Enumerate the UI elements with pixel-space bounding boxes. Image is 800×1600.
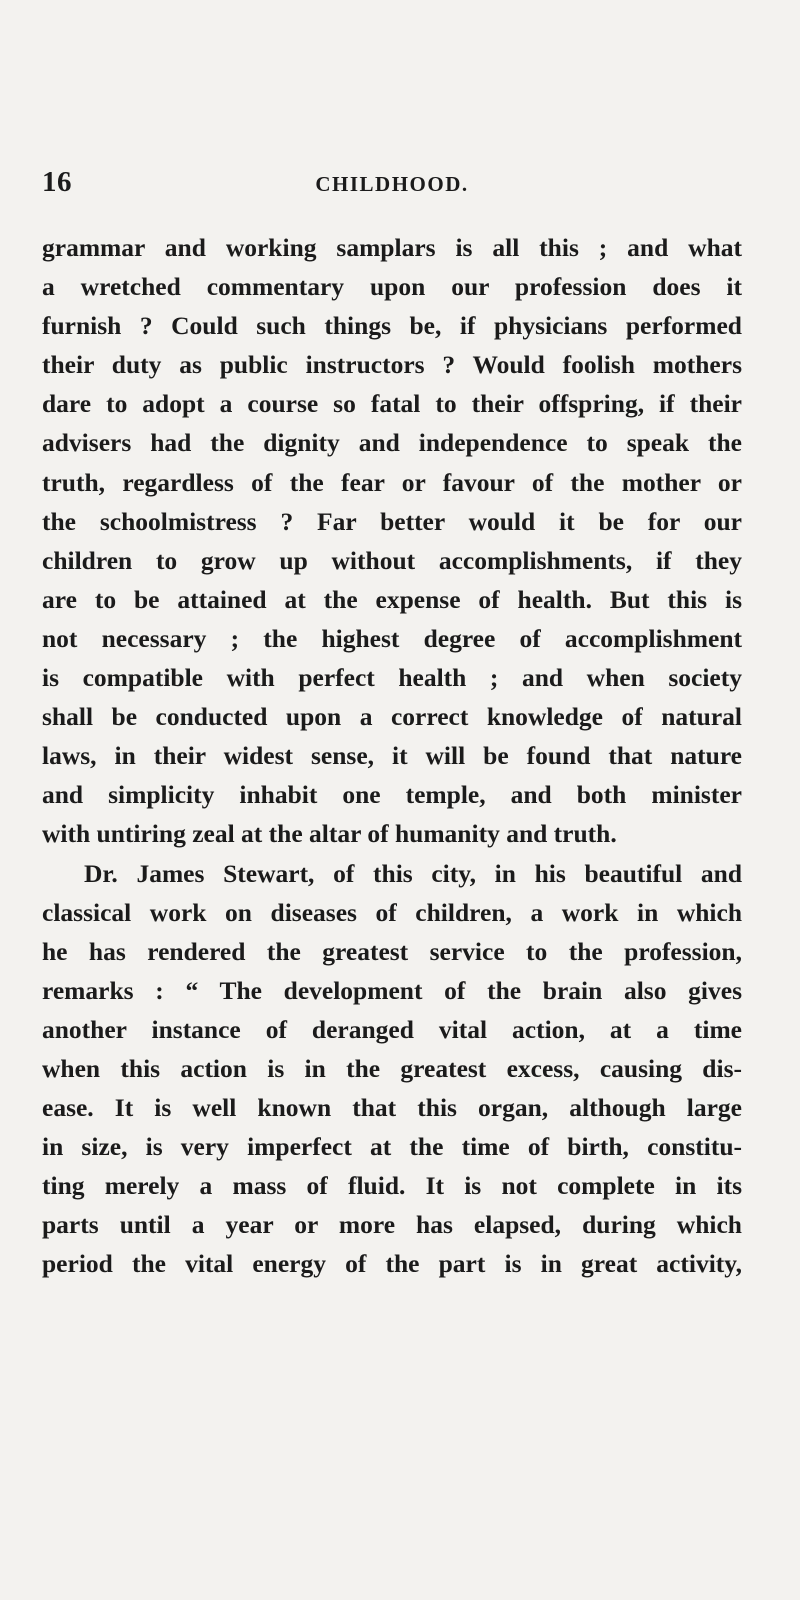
text-line: a wretched commentary upon our profession does it [42, 272, 742, 302]
text-line: children to grow up without accomplishments, if they [42, 545, 742, 575]
text-line: their duty as public instructors ? Would foolish mothers [42, 350, 742, 380]
text-line: dare to adopt a course so fatal to their offspring, if their [42, 389, 742, 419]
text-line: furnish ? Could such things be, if physicians performed [42, 311, 742, 341]
text-line: are to be attained at the expense of health. But this is [42, 584, 742, 614]
text-line: with untiring zeal at the altar of humanity and truth. [42, 819, 617, 849]
page-header [42, 166, 742, 206]
text-line: laws, in their widest sense, it will be found that nature [42, 741, 742, 771]
text-line: advisers had the dignity and independence to speak the [42, 428, 742, 458]
text-line: the schoolmistress ? Far better would it be for our [42, 506, 742, 536]
text-line: period the vital energy of the part is in great activity, [42, 1249, 742, 1279]
text-line: grammar and working samplars is all this ; and what [42, 233, 742, 262]
text-line: ease. It is well known that this organ, although large [42, 1093, 742, 1123]
text-line: remarks : “ The development of the brain also gives [42, 975, 742, 1005]
paragraph-start-line: Dr. James Stewart, of this city, in his beautiful and [84, 858, 742, 888]
text-line: another instance of deranged vital action, at a time [42, 1014, 742, 1044]
text-line: ting merely a mass of fluid. It is not complete in its [42, 1171, 742, 1201]
text-line: when this action is in the greatest excess, causing dis- [42, 1053, 742, 1083]
text-line: in size, is very imperfect at the time of birth, constitu- [42, 1132, 742, 1162]
text-line: shall be conducted upon a correct knowledge of natural [42, 702, 742, 732]
text-line: truth, regardless of the fear or favour of the mother or [42, 467, 742, 497]
page-number: 16 [42, 166, 72, 198]
running-head: CHILDHOOD. [315, 172, 469, 196]
text-line: not necessary ; the highest degree of accomplishment [42, 623, 742, 653]
text-line: and simplicity inhabit one temple, and both minister [42, 780, 742, 810]
text-line: he has rendered the greatest service to the profession, [42, 936, 742, 966]
text-line: is compatible with perfect health ; and when society [42, 663, 742, 693]
text-line: parts until a year or more has elapsed, during which [42, 1210, 742, 1240]
body-text [42, 228, 742, 1284]
text-line: classical work on diseases of children, a work in which [42, 897, 742, 927]
